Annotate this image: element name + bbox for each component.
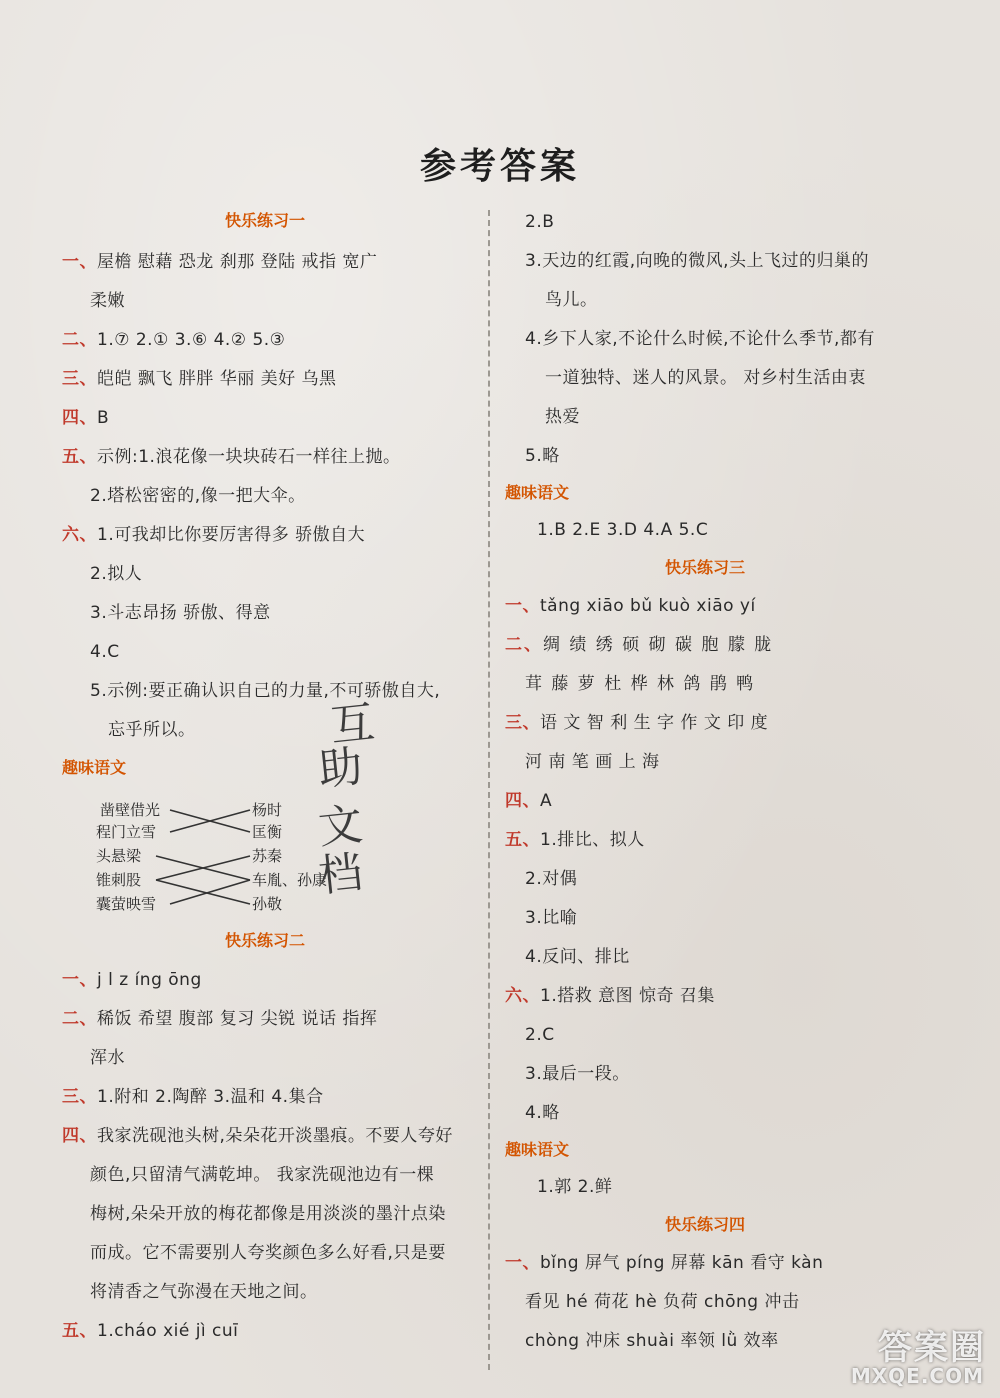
answer-line: chòng 冲床 shuài 率领 lǜ 效率 bbox=[525, 1331, 779, 1351]
answer-text: 皑皑 飘飞 胖胖 华丽 美好 乌黑 bbox=[97, 369, 337, 389]
answer-text: j l z íng ōng bbox=[97, 970, 202, 990]
answer-line bbox=[505, 711, 768, 735]
question-number: 五、 bbox=[62, 1321, 97, 1341]
answer-text: 1.排比、拟人 bbox=[540, 830, 645, 850]
question-number: 一、 bbox=[505, 1253, 540, 1273]
section-title-practice-1: 快乐练习一 bbox=[225, 211, 306, 230]
match-left-item: 锥刺股 bbox=[96, 871, 142, 889]
answer-line: 5.示例:要正确认识自己的力量,不可骄傲自大, bbox=[90, 681, 441, 701]
match-left-item: 囊萤映雪 bbox=[96, 895, 157, 913]
watermark-text: 答案圈 bbox=[878, 1328, 986, 1368]
answer-text: 稀饭 希望 腹部 复习 尖锐 说话 指挥 bbox=[97, 1009, 378, 1029]
answer-line: 2.B bbox=[525, 212, 555, 232]
question-number: 五、 bbox=[505, 830, 540, 850]
answer-line: 4.乡下人家,不论什么时候,不论什么季节,都有 bbox=[525, 329, 875, 349]
answer-line: 3.比喻 bbox=[525, 908, 578, 928]
question-number: 二、 bbox=[62, 1009, 97, 1029]
match-right-item: 匡衡 bbox=[252, 823, 283, 841]
question-number: 三、 bbox=[62, 369, 97, 389]
question-number: 六、 bbox=[505, 986, 540, 1006]
answer-text: 屋檐 慰藉 恐龙 刹那 登陆 戒指 宽广 bbox=[97, 252, 378, 272]
answer-line: 河 南 笔 画 上 海 bbox=[525, 752, 660, 772]
question-number: 四、 bbox=[62, 408, 97, 428]
question-number: 一、 bbox=[62, 252, 97, 272]
answer-line: 2.塔松密密的,像一把大伞。 bbox=[90, 486, 306, 506]
answer-line: 看见 hé 荷花 hè 负荷 chōng 冲击 bbox=[525, 1292, 800, 1312]
handwriting-char: 文 bbox=[315, 798, 366, 855]
answer-line bbox=[62, 1319, 238, 1343]
answer-line: 4.略 bbox=[525, 1103, 560, 1123]
answer-line bbox=[505, 594, 756, 618]
match-right-item: 孙敬 bbox=[252, 895, 283, 913]
match-left-item: 程门立雪 bbox=[96, 823, 157, 841]
answer-text: 语 文 智 利 生 字 作 文 印 度 bbox=[540, 713, 769, 733]
answer-line: 热爱 bbox=[545, 407, 580, 427]
section-title-practice-3: 快乐练习三 bbox=[665, 558, 746, 577]
match-right-item: 车胤、孙康 bbox=[252, 871, 328, 889]
answer-line bbox=[62, 1007, 377, 1031]
answer-line: 1.B 2.E 3.D 4.A 5.C bbox=[537, 520, 709, 540]
question-number: 二、 bbox=[505, 635, 543, 655]
question-number: 一、 bbox=[62, 970, 97, 990]
section-title-fun-chinese: 趣味语文 bbox=[505, 483, 570, 502]
answer-line: 而成。它不需要别人夸奖颜色多么好看,只是要 bbox=[90, 1243, 446, 1263]
answer-text: 1.cháo xié jì cuī bbox=[97, 1321, 239, 1341]
answer-text: 1.⑦ 2.① 3.⑥ 4.② 5.③ bbox=[97, 330, 286, 350]
answer-text: tǎng xiāo bǔ kuò xiāo yí bbox=[540, 596, 756, 616]
watermark-logo bbox=[822, 1314, 992, 1394]
answer-line: 5.略 bbox=[525, 446, 560, 466]
answer-line bbox=[505, 789, 552, 813]
answer-line: 2.拟人 bbox=[90, 564, 143, 584]
answer-line: 鸟儿。 bbox=[545, 290, 598, 310]
handwriting-char: 档 bbox=[315, 846, 366, 903]
answer-line bbox=[62, 1124, 453, 1148]
answer-line: 将清香之气弥漫在天地之间。 bbox=[90, 1282, 318, 1302]
section-title-fun-chinese: 趣味语文 bbox=[62, 758, 127, 777]
answer-line bbox=[505, 828, 645, 852]
answer-text: 绸 绩 绣 硕 砌 碳 胞 朦 胧 bbox=[543, 635, 774, 655]
answer-line: 忘乎所以。 bbox=[108, 720, 196, 740]
question-number: 三、 bbox=[505, 713, 540, 733]
answer-text: 1.搭救 意图 惊奇 召集 bbox=[540, 986, 715, 1006]
handwriting-char: 助 bbox=[315, 740, 366, 797]
answer-line bbox=[62, 1085, 324, 1109]
answer-text: 示例:1.浪花像一块块砖石一样往上抛。 bbox=[97, 447, 401, 467]
match-left-item: 头悬梁 bbox=[96, 847, 142, 865]
answer-line bbox=[62, 968, 202, 992]
handwriting-char: 互 bbox=[327, 696, 378, 753]
answer-line: 浑水 bbox=[90, 1048, 125, 1068]
answer-line: 4.反问、排比 bbox=[525, 947, 630, 967]
answer-line bbox=[505, 1251, 823, 1275]
answer-line: 1.郭 2.鲜 bbox=[537, 1177, 613, 1197]
answer-line: 4.C bbox=[90, 642, 120, 662]
answer-line: 2.C bbox=[525, 1025, 555, 1045]
question-number: 一、 bbox=[505, 596, 540, 616]
match-left-item: 凿壁借光 bbox=[100, 801, 161, 819]
section-title-fun-chinese: 趣味语文 bbox=[505, 1140, 570, 1159]
match-right-item: 苏秦 bbox=[252, 847, 283, 865]
page-title: 参考答案 bbox=[419, 145, 580, 187]
answer-line: 柔嫩 bbox=[90, 291, 125, 311]
answer-line: 3.斗志昂扬 骄傲、得意 bbox=[90, 603, 271, 623]
question-number: 四、 bbox=[505, 791, 540, 811]
answer-line: 梅树,朵朵开放的梅花都像是用淡淡的墨汁点染 bbox=[90, 1204, 446, 1224]
match-right-item: 杨时 bbox=[252, 801, 283, 819]
answer-line bbox=[505, 984, 715, 1008]
answer-text: bǐng 屏气 píng 屏幕 kān 看守 kàn bbox=[540, 1253, 824, 1273]
section-title-practice-2: 快乐练习二 bbox=[225, 931, 306, 950]
answer-line: 茸 藤 萝 杜 桦 林 鸽 鹃 鸭 bbox=[525, 674, 756, 694]
answer-text: 1.可我却比你要厉害得多 骄傲自大 bbox=[97, 525, 366, 545]
answer-text: 1.附和 2.陶醉 3.温和 4.集合 bbox=[97, 1087, 324, 1107]
question-number: 六、 bbox=[62, 525, 97, 545]
answer-line: 一道独特、迷人的风景。 对乡村生活由衷 bbox=[545, 368, 866, 388]
question-number: 三、 bbox=[62, 1087, 97, 1107]
column-divider bbox=[488, 210, 490, 1370]
answer-text: A bbox=[540, 791, 553, 811]
watermark-url: MXQE.COM bbox=[850, 1364, 984, 1388]
answer-text: B bbox=[97, 408, 110, 428]
answer-line: 3.天边的红霞,向晚的微风,头上飞过的归巢的 bbox=[525, 251, 870, 271]
answer-line: 3.最后一段。 bbox=[525, 1064, 630, 1084]
answer-line: 颜色,只留清气满乾坤。 我家洗砚池边有一棵 bbox=[90, 1165, 435, 1185]
answer-text: 我家洗砚池头树,朵朵花开淡墨痕。不要人夸好 bbox=[97, 1126, 453, 1146]
question-number: 二、 bbox=[62, 330, 97, 350]
section-title-practice-4: 快乐练习四 bbox=[665, 1215, 746, 1234]
answer-line: 2.对偶 bbox=[525, 869, 578, 889]
answer-line bbox=[505, 633, 773, 657]
question-number: 五、 bbox=[62, 447, 97, 467]
matching-lines bbox=[62, 0, 482, 1398]
question-number: 四、 bbox=[62, 1126, 97, 1146]
